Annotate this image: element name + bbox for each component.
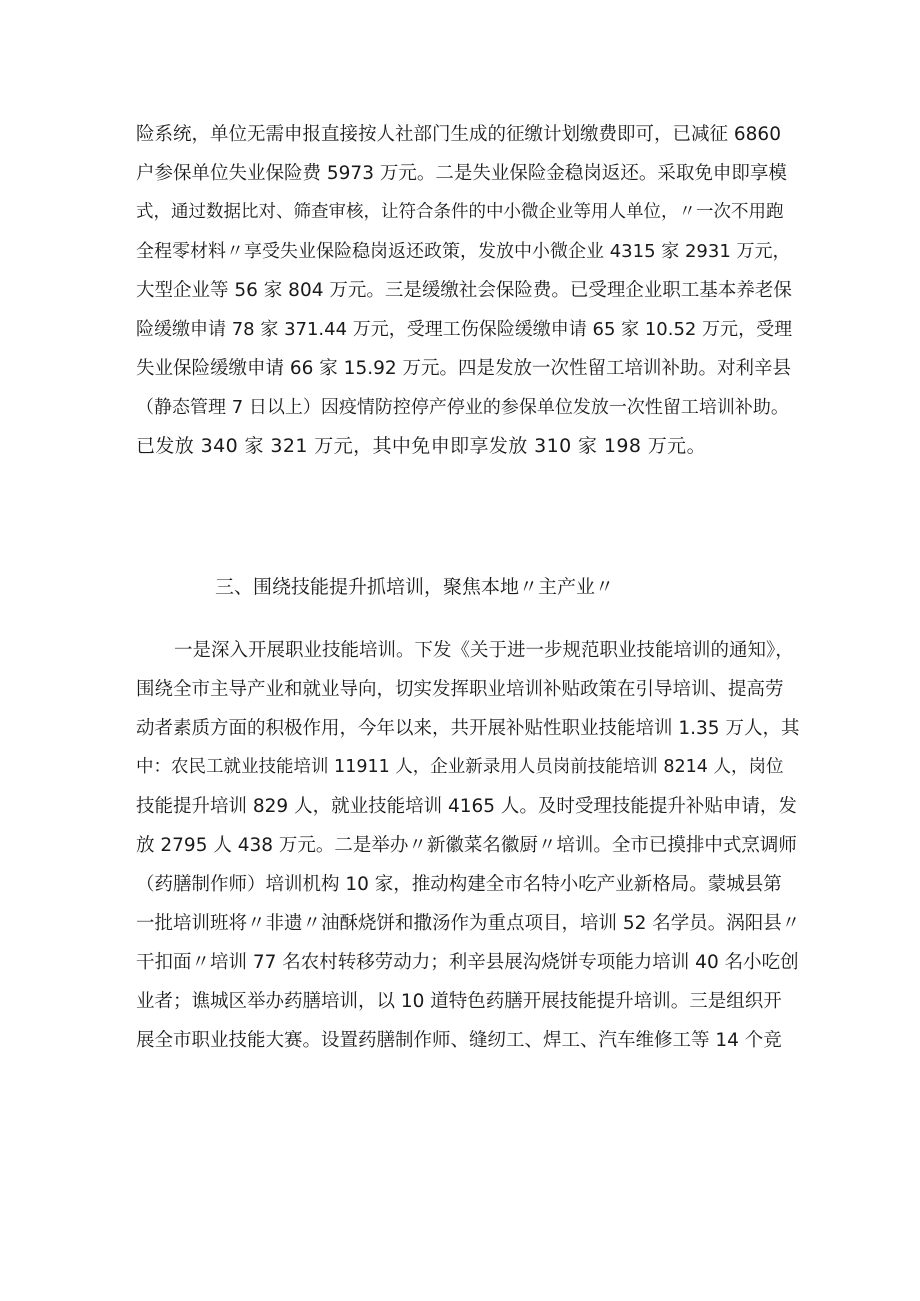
paragraph-skills-training: [136, 631, 800, 1060]
text-line: 一是深入开展职业技能培训。下发《关于进一步规范职业技能培训的通知》，: [174, 640, 794, 661]
text-line: 户参保单位失业保险费 5973 万元。二是失业保险金稳岗返还。采取免申即享模: [136, 163, 787, 184]
text-line: 险缓缴申请 78 家 371.44 万元，受理工伤保险缓缴申请 65 家 10.52 万元，受理: [136, 319, 793, 340]
text-line: （药膳制作师）培训机构 10 家，推动构建全市名特小吃产业新格局。蒙城县第: [136, 874, 782, 895]
text-line: 一批培训班将〃非遗〃油酥烧饼和撒汤作为重点项目，培训 52 名学员。涡阳县〃: [136, 913, 801, 934]
text-line: 险系统，单位无需申报直接按人社部门生成的征缴计划缴费即可，已减征 6860: [136, 124, 781, 145]
text-line: 失业保险缓缴申请 66 家 15.92 万元。四是发放一次性留工培训补助。对利辛县: [136, 358, 792, 379]
section-heading: 三、围绕技能提升抓培训，聚焦本地〃主产业〃: [215, 576, 615, 598]
text-line: 式，通过数据比对、筛查审核，让符合条件的中小微企业等用人单位，〃一次不用跑: [136, 202, 784, 222]
text-line: 围绕全市主导产业和就业导向，切实发挥职业培训补贴政策在引导培训、提高劳: [136, 679, 784, 700]
text-line: 干扣面〃培训 77 名农村转移劳动力；利辛县展沟烧饼专项能力培训 40 名小吃创: [136, 952, 799, 973]
paragraph-insurance-relief: [136, 115, 800, 466]
text-line: 技能提升培训 829 人，就业技能培训 4165 人。及时受理技能提升补贴申请，发: [136, 796, 797, 817]
text-line: 大型企业等 56 家 804 万元。三是缓缴社会保险费。已受理企业职工基本养老保: [136, 280, 792, 301]
text-line: 已发放 340 家 321 万元，其中免申即享发放 310 家 198 万元。: [136, 435, 706, 457]
text-line: 中：农民工就业技能培训 11911 人，企业新录用人员岗前技能培训 8214 人，岗位: [136, 757, 784, 777]
text-line: 业者；谯城区举办药膳培训，以 10 道特色药膳开展技能提升培训。三是组织开: [136, 991, 782, 1012]
text-line: （静态管理 7 日以上）因疫情防控停产停业的参保单位发放一次性留工培训补助。: [136, 397, 789, 418]
text-line: 动者素质方面的积极作用，今年以来，共开展补贴性职业技能培训 1.35 万人，其: [136, 718, 800, 739]
text-line: 全程零材料〃享受失业保险稳岗返还政策，发放中小微企业 4315 家 2931 万元，: [136, 241, 791, 262]
text-line: 放 2795 人 438 万元。二是举办〃新徽菜名徽厨〃培训。全市已摸排中式烹调师: [136, 835, 797, 856]
text-line: 展全市职业技能大赛。设置药膳制作师、缝纫工、焊工、汽车维修工等 14 个竞: [136, 1030, 782, 1051]
